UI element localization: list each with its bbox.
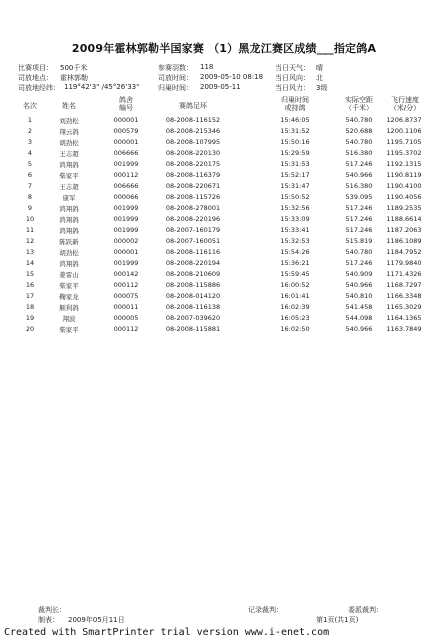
cell-distance: 517.246 [345,204,373,212]
weather-label: 当日天气： [275,64,310,72]
made-label: 制表： [38,616,59,624]
table-row [0,171,448,182]
cell-ring: 08-2008-210609 [165,270,221,278]
cell-name: 鸿翔鸽 [59,216,79,224]
table-row [0,204,448,215]
cell-distance: 539.095 [345,193,373,201]
cell-ring: 08-2008-220175 [165,160,221,168]
cell-number: 000001 [113,138,139,146]
cell-time: 16:02:50 [280,325,310,333]
cell-distance: 540.966 [345,325,373,333]
cell-speed: 1190.4056 [386,193,422,201]
cell-time: 15:32:53 [280,237,310,245]
cell-rank: 4 [27,149,33,157]
count-label: 参赛羽数： [158,64,193,72]
table-row [0,303,448,314]
cell-time: 15:46:05 [280,116,310,124]
header-name: 姓名 [62,102,76,110]
cell-name: 鞠家龙 [59,293,79,301]
cell-name: 鸿翔鸽 [59,260,79,268]
cell-name: 王志超 [59,150,79,158]
cell-rank: 11 [25,226,35,234]
cell-time: 15:59:45 [280,270,310,278]
cell-name: 胡劲松 [59,249,79,257]
cell-time: 15:31:53 [280,160,310,168]
cell-ring: 08-2008-215346 [165,127,221,135]
cell-speed: 1188.6614 [386,215,422,223]
cell-rank: 17 [25,292,35,300]
cell-name: 鸿翔鸽 [59,161,79,169]
cell-rank: 1 [27,116,33,124]
made-date: 2009年05月11日 [68,616,125,624]
cell-ring: 08-2008-116116 [165,248,221,256]
cell-name: 柴家平 [59,282,79,290]
cell-time: 15:29:59 [280,149,310,157]
recorder-label: 记录裁判： [248,606,283,614]
cell-rank: 8 [27,193,33,201]
cell-speed: 1165.3029 [386,303,422,311]
cell-time: 16:02:39 [280,303,310,311]
cell-speed: 1206.8737 [386,116,422,124]
cell-ring: 08-2008-220671 [165,182,221,190]
cell-speed: 1189.2535 [386,204,422,212]
wind-force-label: 当日风力： [275,84,310,92]
table-row [0,259,448,270]
race-item-label: 比赛项目： [18,64,53,72]
cell-name: 柴家平 [59,172,79,180]
cell-speed: 1195.3702 [386,149,422,157]
cell-distance: 540.810 [345,292,373,300]
page-info: 第1页(共1页) [316,616,359,624]
cell-name: 顺利鸽 [59,304,79,312]
cell-name: 陈跃新 [59,238,79,246]
cell-time: 15:54:26 [280,248,310,256]
cell-name: 翔波 [62,315,76,323]
cell-rank: 7 [27,182,33,190]
cell-speed: 1200.1106 [386,127,422,135]
header-rank: 名次 [23,102,37,110]
cell-distance: 516.380 [345,149,373,157]
table-row [0,160,448,171]
table-row [0,237,448,248]
cell-time: 15:52:17 [280,171,310,179]
table-row [0,281,448,292]
table-row [0,325,448,336]
cell-time: 15:31:52 [280,127,310,135]
cell-time: 15:32:56 [280,204,310,212]
return-time-label: 归巢时间： [158,84,193,92]
cell-distance: 517.246 [345,226,373,234]
release-time-label: 司放时间： [158,74,193,82]
cell-name: 胡劲松 [59,139,79,147]
wind-dir-label: 当日风向： [275,74,310,82]
committee-label: 委派裁判： [348,606,383,614]
count-value: 118 [200,63,214,71]
table-row [0,116,448,127]
table-row [0,314,448,325]
cell-rank: 12 [25,237,35,245]
cell-rank: 19 [25,314,35,322]
cell-distance: 540.966 [345,171,373,179]
cell-ring: 08-2008-278001 [165,204,221,212]
table-row [0,248,448,259]
trial-watermark: Created with SmartPrinter trial version www.i-enet.com [4,627,330,638]
cell-rank: 13 [25,248,35,256]
cell-name: 康军 [62,194,76,202]
cell-number: 006666 [113,182,139,190]
weather-value: 晴 [316,64,323,72]
cell-time: 16:00:52 [280,281,310,289]
cell-number: 000579 [113,127,139,135]
cell-distance: 515.819 [345,237,373,245]
header-ring: 赛鸽足环 [179,102,207,110]
cell-ring: 08-2008-014120 [165,292,221,300]
cell-distance: 516.380 [345,182,373,190]
cell-number: 000112 [113,281,139,289]
cell-speed: 1190.8119 [386,171,422,179]
cell-number: 001999 [113,259,139,267]
header-number-line2: 编号 [119,104,133,112]
release-site-value: 霍林郭勒 [60,74,88,82]
table-row [0,127,448,138]
header-dist-line2: （千米） [345,104,373,112]
cell-rank: 15 [25,270,35,278]
cell-speed: 1171.4326 [386,270,422,278]
cell-name: 鸿翔鸽 [59,205,79,213]
cell-rank: 18 [25,303,35,311]
cell-distance: 540.780 [345,138,373,146]
cell-name: 王志超 [59,183,79,191]
coords-label: 司放地经纬： [18,84,60,92]
cell-ring: 08-2008-115886 [165,281,221,289]
table-row [0,193,448,204]
cell-distance: 540.780 [345,116,373,124]
cell-ring: 08-2008-116152 [165,116,221,124]
cell-time: 15:33:41 [280,226,310,234]
cell-speed: 1184.7952 [386,248,422,256]
cell-distance: 517.246 [345,215,373,223]
cell-rank: 2 [27,127,33,135]
cell-number: 000112 [113,325,139,333]
cell-speed: 1195.7105 [386,138,422,146]
cell-time: 15:33:09 [280,215,310,223]
cell-distance: 520.688 [345,127,373,135]
cell-speed: 1187.2063 [386,226,422,234]
cell-rank: 3 [27,138,33,146]
cell-time: 15:31:47 [280,182,310,190]
cell-distance: 517.246 [345,160,373,168]
cell-rank: 10 [25,215,35,223]
cell-number: 000066 [113,193,139,201]
cell-ring: 08-2008-115726 [165,193,221,201]
cell-number: 000002 [113,237,139,245]
cell-ring: 08-2008-220130 [165,149,221,157]
race-item-value: 500千米 [60,64,88,72]
return-time-value: 2009-05-11 [200,83,241,91]
cell-speed: 1166.3348 [386,292,422,300]
cell-name: 刘劲松 [59,117,79,125]
table-row [0,215,448,226]
cell-number: 000142 [113,270,139,278]
table-row [0,226,448,237]
cell-number: 000075 [113,292,139,300]
header-dist-line1: 实际空距 [345,96,373,104]
cell-speed: 1163.7849 [386,325,422,333]
cell-speed: 1168.7297 [386,281,422,289]
header-speed-line1: 飞行速度 [391,96,419,104]
cell-distance: 544.098 [345,314,373,322]
cell-speed: 1179.9840 [386,259,422,267]
cell-time: 16:05:23 [280,314,310,322]
cell-number: 001999 [113,160,139,168]
cell-distance: 517.246 [345,259,373,267]
table-row [0,149,448,160]
table-row [0,292,448,303]
cell-ring: 08-2007-039620 [165,314,221,322]
cell-speed: 1186.1089 [386,237,422,245]
cell-ring: 08-2007-160179 [165,226,221,234]
cell-name: 鸿翔鸽 [59,227,79,235]
cell-rank: 20 [25,325,35,333]
cell-ring: 08-2008-220196 [165,215,221,223]
header-time-line1: 归巢时间 [281,96,309,104]
release-time-value: 2009-05-10 08:18 [200,73,264,81]
cell-ring: 08-2008-107995 [165,138,221,146]
wind-dir-value: 北 [316,74,323,82]
cell-speed: 1192.1315 [386,160,422,168]
table-row [0,182,448,193]
cell-time: 15:36:21 [280,259,310,267]
table-row [0,270,448,281]
cell-number: 006666 [113,149,139,157]
cell-number: 000005 [113,314,139,322]
cell-number: 001999 [113,215,139,223]
judge-label: 裁判长： [38,606,66,614]
report-title: 2009年霍林郭勒半国家赛 （1）黑龙江赛区成绩___指定鸽A [71,42,377,55]
cell-rank: 6 [27,171,33,179]
cell-number: 001999 [113,204,139,212]
release-site-label: 司放地点： [18,74,53,82]
cell-rank: 5 [27,160,33,168]
cell-distance: 540.780 [345,248,373,256]
cell-time: 15:50:16 [280,138,310,146]
cell-number: 000001 [113,248,139,256]
cell-distance: 541.458 [345,303,373,311]
cell-time: 16:01:41 [280,292,310,300]
coords-value: 119°42'3" /45°26'33" [64,83,140,91]
cell-speed: 1164.1365 [386,314,422,322]
cell-number: 001999 [113,226,139,234]
cell-number: 000011 [113,303,139,311]
cell-ring: 08-2008-115881 [165,325,221,333]
cell-rank: 14 [25,259,35,267]
cell-name: 柴家平 [59,326,79,334]
cell-rank: 9 [27,204,33,212]
cell-time: 15:50:52 [280,193,310,201]
cell-ring: 08-2008-116138 [165,303,221,311]
header-speed-line2: （米/分） [389,104,421,112]
cell-distance: 540.966 [345,281,373,289]
cell-ring: 08-2008-220194 [165,259,221,267]
cell-ring: 08-2007-160051 [165,237,221,245]
cell-distance: 540.909 [345,270,373,278]
wind-force-value: 3级 [316,84,328,92]
cell-name: 翔云鸽 [59,128,79,136]
header-time-line2: 或持鸽 [284,104,306,112]
cell-rank: 16 [25,281,35,289]
header-number-line1: 鸽舍 [119,96,133,104]
cell-number: 000001 [113,116,139,124]
table-row [0,138,448,149]
cell-ring: 08-2008-116379 [165,171,221,179]
cell-name: 姜雷山 [59,271,79,279]
cell-number: 000112 [113,171,139,179]
cell-speed: 1190.4100 [386,182,422,190]
